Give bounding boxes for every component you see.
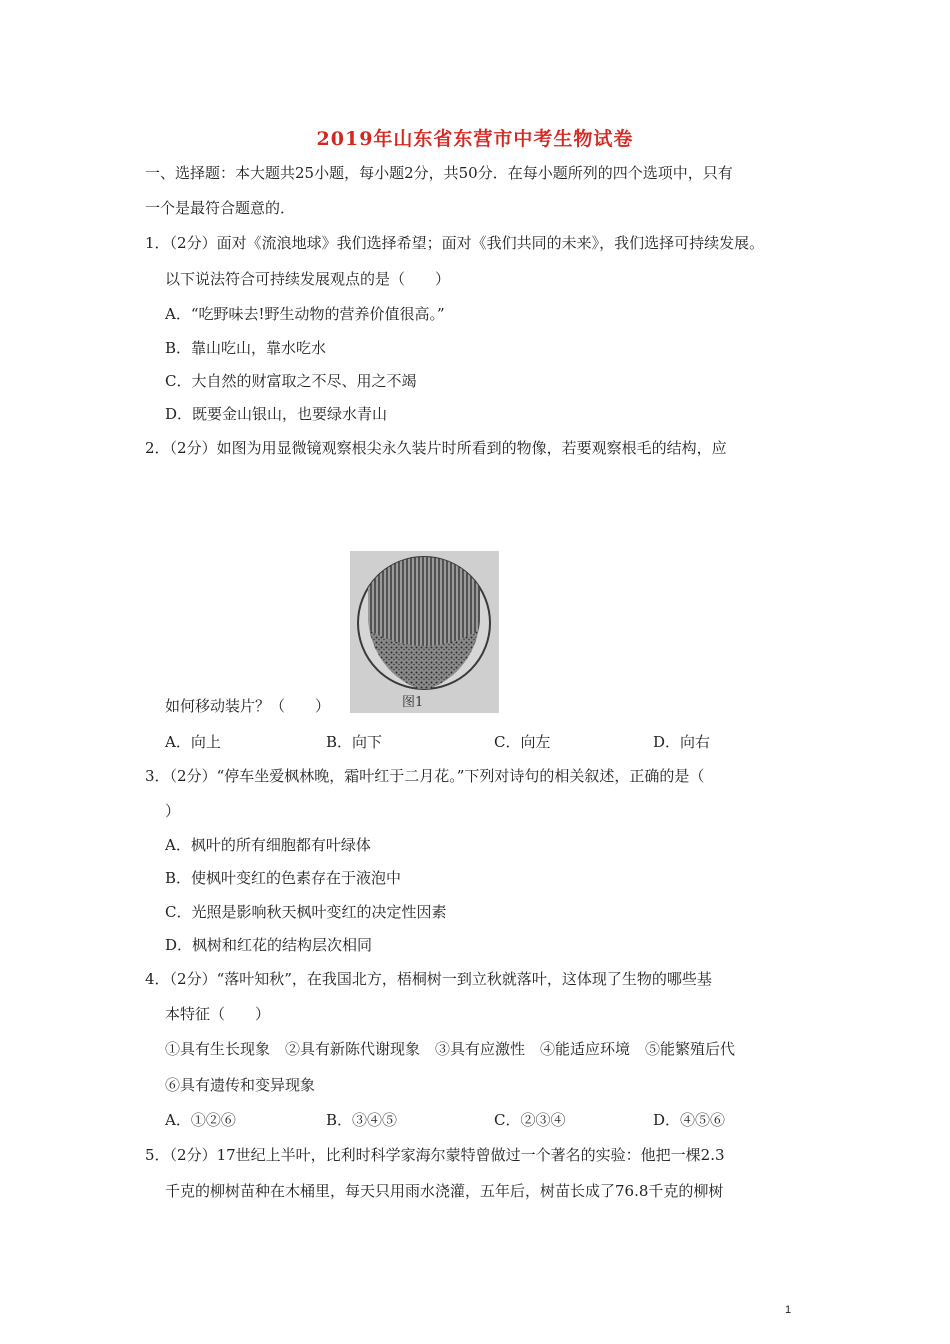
page-number: 1 xyxy=(785,1304,792,1316)
q5-stem-line1: 5．（2分）17世纪上半叶，比利时科学家海尔蒙特曾做过一个著名的实验：他把一棵2.3 xyxy=(145,1146,725,1164)
q4-stem-line4: ⑥具有遗传和变异现象 xyxy=(165,1076,316,1094)
q3-option-a: A．枫叶的所有细胞都有叶绿体 xyxy=(165,836,371,854)
section-instructions-line2: 一个是最符合题意的． xyxy=(145,199,296,217)
q4-option-a: A．①②⑥ xyxy=(165,1111,236,1129)
q2-stem-line2: 如何移动装片？（ ） xyxy=(165,697,331,715)
q4-option-b: B．③④⑤ xyxy=(326,1111,398,1129)
figure-label: 图1 xyxy=(402,695,424,710)
q4-stem-line1: 4．（2分）“落叶知秋”，在我国北方，梧桐树一到立秋就落叶，这体现了生物的哪些基 xyxy=(145,970,712,988)
q1-option-c: C．大自然的财富取之不尽、用之不竭 xyxy=(165,372,417,390)
q4-stem-line3: ①具有生长现象 ②具有新陈代谢现象 ③具有应激性 ④能适应环境 ⑤能繁殖后代 xyxy=(165,1040,736,1058)
q3-stem-line2: ） xyxy=(165,802,181,820)
q2-option-c: C．向左 xyxy=(494,733,551,751)
q3-stem-line1: 3．（2分）“停车坐爱枫林晚，霜叶红于二月花。”下列对诗句的相关叙述，正确的是（ xyxy=(145,767,705,785)
page-title: 2019年山东省东营市中考生物试卷 xyxy=(316,128,634,150)
root-tip-micrograph xyxy=(350,551,499,713)
q3-option-b: B．使枫叶变红的色素存在于液泡中 xyxy=(165,869,402,887)
q3-option-d: D．枫树和红花的结构层次相同 xyxy=(165,936,373,954)
q2-option-b: B．向下 xyxy=(326,733,383,751)
q1-stem-line1: 1．（2分）面对《流浪地球》我们选择希望；面对《我们共同的未来》，我们选择可持续发展。 xyxy=(145,234,765,252)
q5-stem-line2: 千克的柳树苗种在木桶里，每天只用雨水浇灌，五年后，树苗长成了76.8千克的柳树 xyxy=(165,1182,724,1200)
q4-option-c: C．②③④ xyxy=(494,1111,566,1129)
q2-stem-line1: 2．（2分）如图为用显微镜观察根尖永久装片时所看到的物像，若要观察根毛的结构，应 xyxy=(145,439,727,457)
section-instructions-line1: 一、选择题：本大题共25小题，每小题2分，共50分．在每小题所列的四个选项中，只有 xyxy=(145,164,733,182)
q4-stem-line2: 本特征（ ） xyxy=(165,1005,271,1023)
q3-option-c: C．光照是影响秋天枫叶变红的决定性因素 xyxy=(165,903,447,921)
q2-option-a: A．向上 xyxy=(165,733,221,751)
q4-option-d: D．④⑤⑥ xyxy=(653,1111,726,1129)
q1-option-d: D．既要金山银山，也要绿水青山 xyxy=(165,405,388,423)
q1-option-a: A．“吃野味去!野生动物的营养价值很高。” xyxy=(165,305,445,323)
q1-option-b: B．靠山吃山，靠水吃水 xyxy=(165,339,327,357)
q1-stem-line2: 以下说法符合可持续发展观点的是（ ） xyxy=(165,270,451,288)
q2-option-d: D．向右 xyxy=(653,733,711,751)
